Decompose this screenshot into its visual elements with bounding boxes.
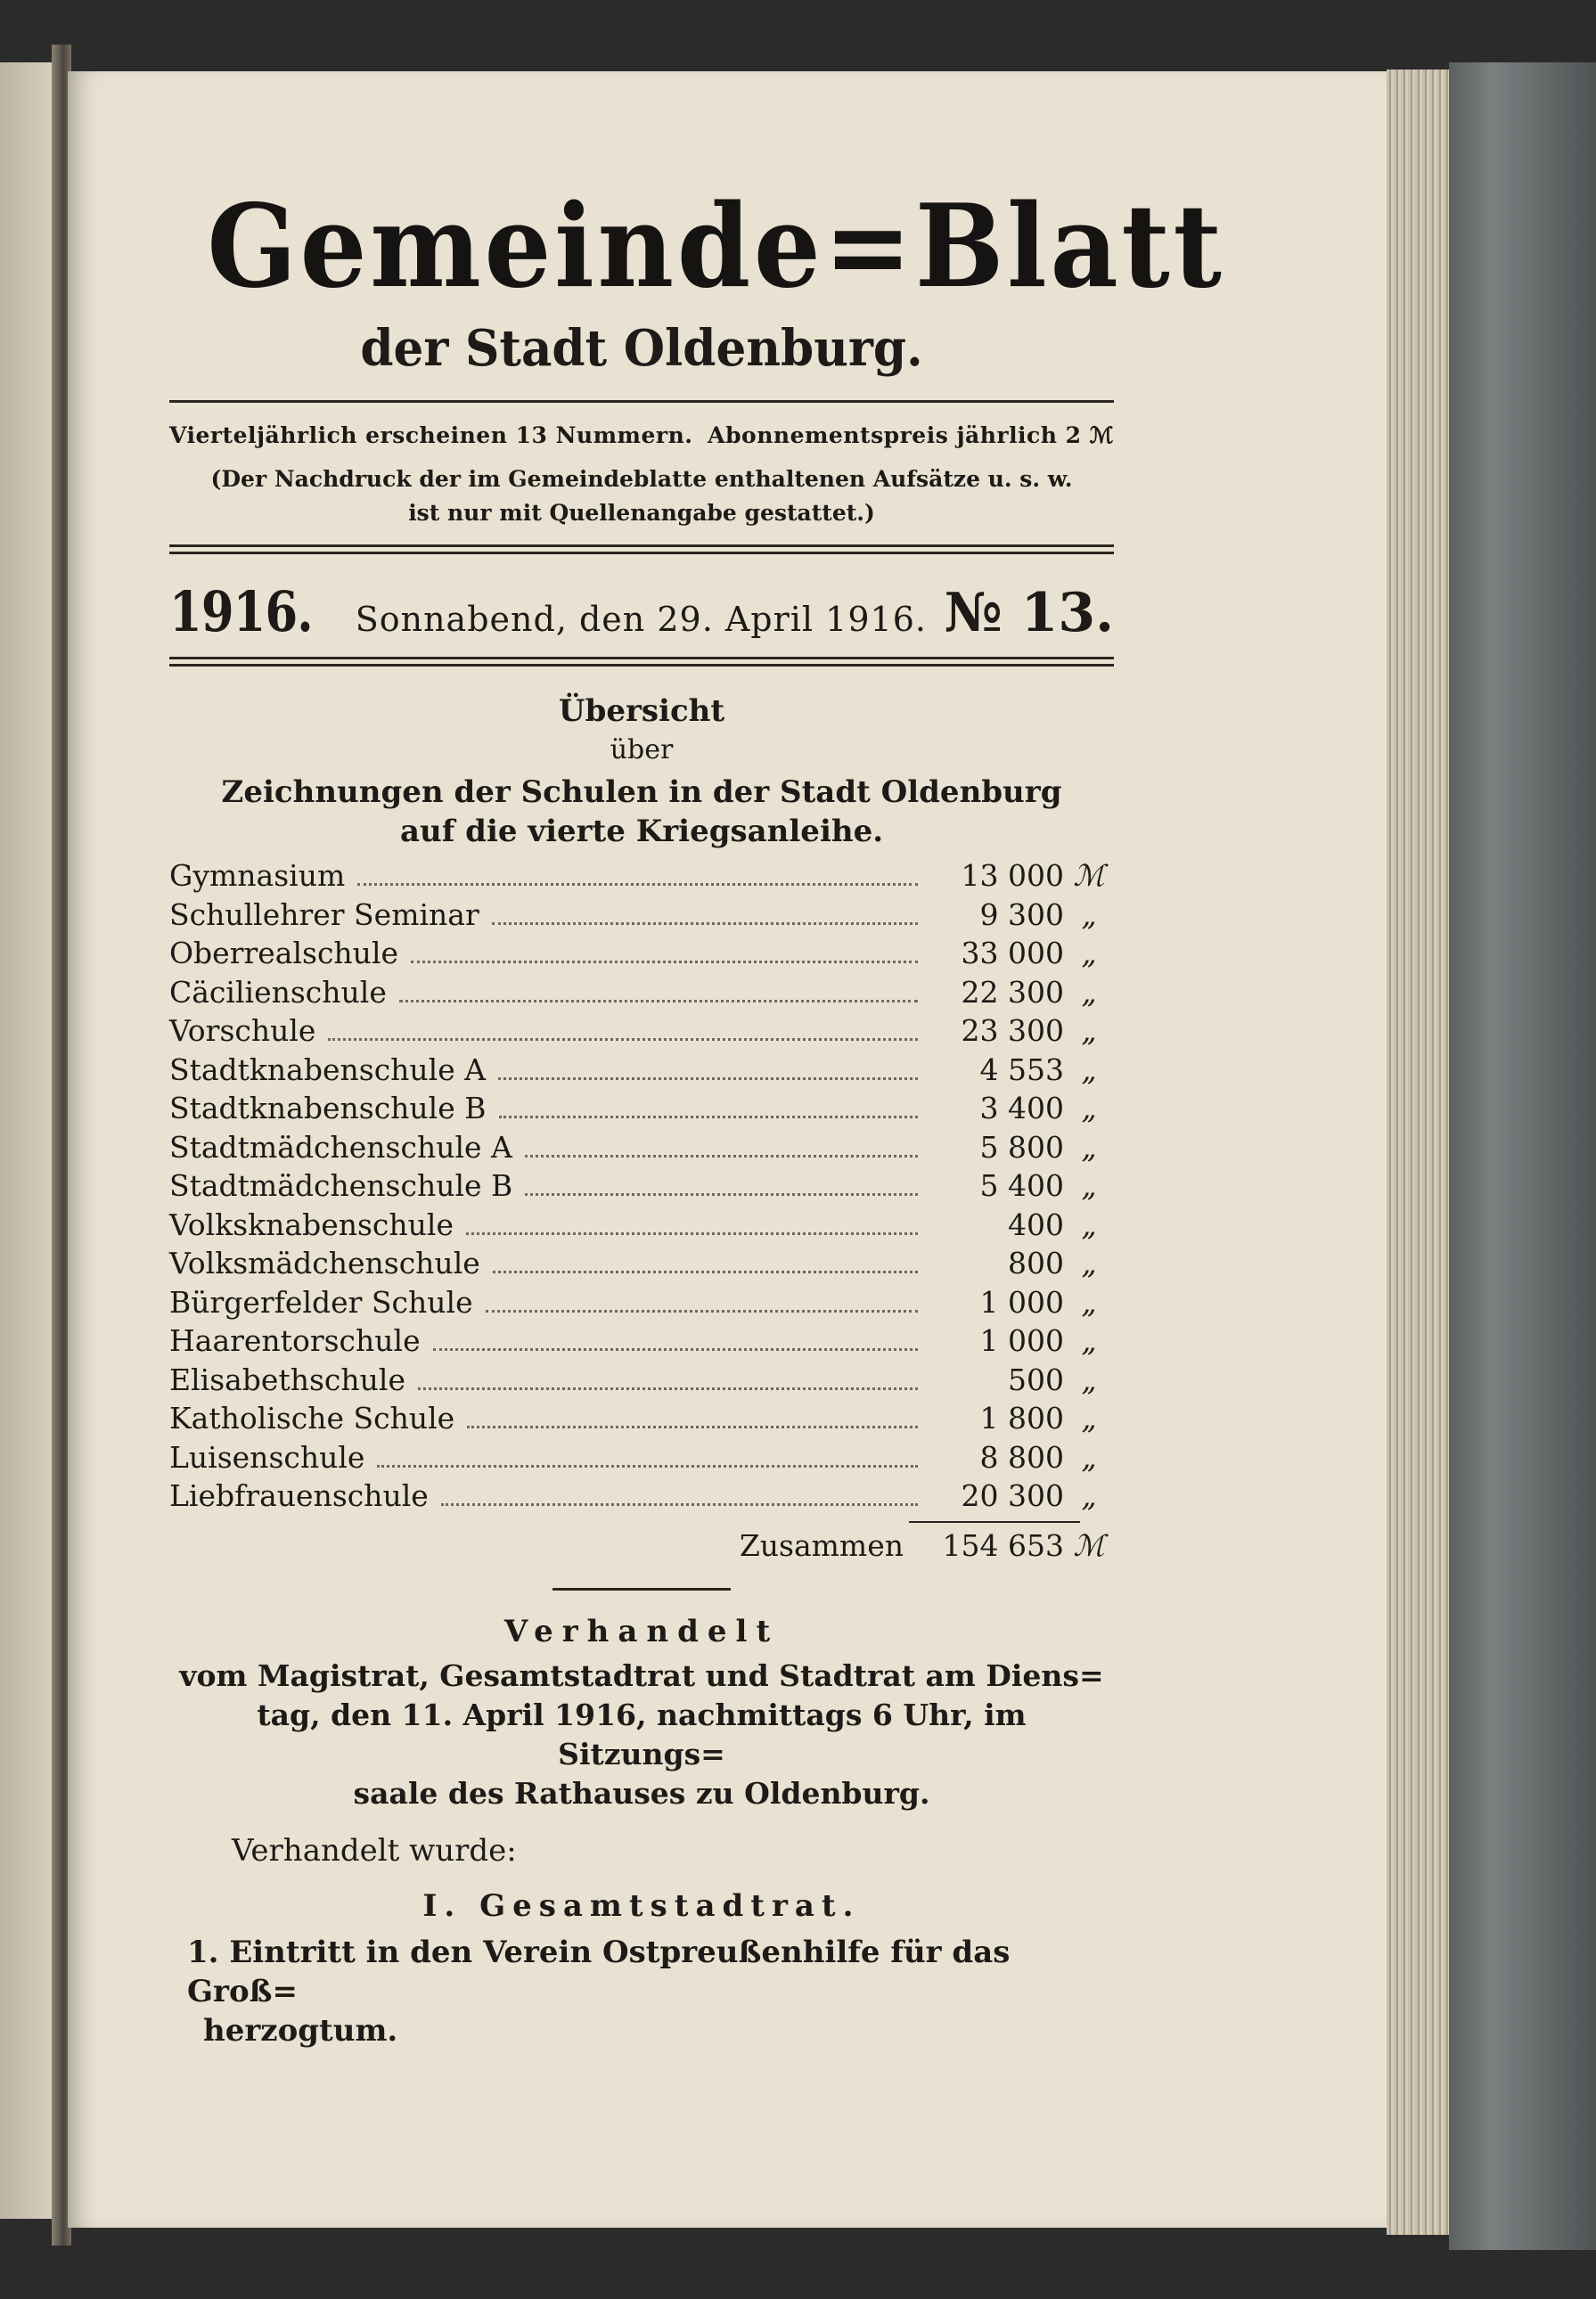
leader-dots xyxy=(411,961,918,963)
school-amount: 1 800 xyxy=(979,1401,1064,1436)
leader-dots xyxy=(418,1387,918,1390)
school-name: Bürgerfelder Schule xyxy=(169,1284,473,1320)
school-amount: 22 300 xyxy=(961,974,1064,1010)
overview-topic-line-2: auf die vierte Kriegsanleihe. xyxy=(399,814,884,849)
overview-heading: Übersicht xyxy=(558,693,725,729)
agenda-item-1 xyxy=(187,1933,1114,2050)
school-amount: 33 000 xyxy=(961,936,1064,970)
school-name: Stadtmädchenschule B xyxy=(169,1168,513,1203)
total-label: Zusammen xyxy=(739,1527,904,1563)
table-row xyxy=(169,1052,1114,1092)
school-name: Gymnasium xyxy=(169,858,346,893)
masthead-title: Gemeinde=Blatt xyxy=(207,180,1225,314)
leader-dots xyxy=(466,1232,918,1235)
subscriptions-table xyxy=(169,858,1114,1518)
currency-unit: „ xyxy=(1081,1051,1097,1087)
reprint-notice xyxy=(169,462,1114,530)
school-amount: 20 300 xyxy=(961,1478,1064,1513)
leader-dots xyxy=(486,1310,918,1313)
leader-dots xyxy=(492,922,918,925)
school-name: Stadtmädchenschule A xyxy=(169,1129,512,1165)
school-name: Cäcilienschule xyxy=(169,974,387,1010)
double-rule xyxy=(169,657,1114,667)
rule xyxy=(169,400,1114,403)
notice-line-2: ist nur mit Quellenangabe gestattet.) xyxy=(408,500,875,526)
school-name: Elisabethschule xyxy=(169,1362,405,1397)
school-amount: 800 xyxy=(1008,1246,1064,1280)
table-row xyxy=(169,1440,1114,1479)
table-row xyxy=(169,897,1114,937)
school-name: Volksknabenschule xyxy=(169,1207,454,1242)
issue-year: 1916. xyxy=(169,579,313,644)
currency-unit: „ xyxy=(1081,1401,1097,1436)
currency-unit: „ xyxy=(1081,1362,1097,1397)
school-amount: 5 800 xyxy=(979,1129,1064,1165)
school-amount: 1 000 xyxy=(979,1284,1064,1320)
page-content xyxy=(169,180,1225,2050)
table-row xyxy=(169,975,1114,1014)
masthead-subtitle: der Stadt Oldenburg. xyxy=(360,319,923,378)
notice-line-1: (Der Nachdruck der im Gemeindeblatte enthaltenen Aufsätze u. s. w. xyxy=(210,466,1073,492)
currency-unit: „ xyxy=(1081,1168,1097,1203)
proceedings-line-2: tag, den 11. April 1916, nachmittags 6 Uhr, im Sitzungs= xyxy=(257,1697,1027,1771)
table-row xyxy=(169,1168,1114,1207)
currency-unit: „ xyxy=(1081,974,1097,1010)
school-amount: 13 000 xyxy=(961,858,1064,893)
school-name: Katholische Schule xyxy=(169,1401,455,1436)
leader-dots xyxy=(433,1348,918,1351)
currency-unit: „ xyxy=(1081,1478,1097,1513)
left-page-edge xyxy=(0,62,59,2219)
leader-dots xyxy=(399,1000,918,1002)
proceedings-line-3: saale des Rathauses zu Oldenburg. xyxy=(353,1775,930,1811)
currency-unit: „ xyxy=(1081,1246,1097,1280)
leader-dots xyxy=(525,1193,918,1196)
currency-unit: „ xyxy=(1081,1323,1097,1358)
currency-unit: „ xyxy=(1081,1091,1097,1125)
leader-dots xyxy=(525,1155,918,1158)
subscription-frequency: Vierteljährlich erscheinen 13 Nummern. xyxy=(169,422,693,448)
currency-unit: „ xyxy=(1081,1013,1097,1048)
proceedings-intro xyxy=(169,1657,1114,1813)
table-row xyxy=(169,1207,1114,1247)
school-amount: 4 553 xyxy=(979,1051,1064,1087)
school-name: Liebfrauenschule xyxy=(169,1478,429,1513)
proceedings-line-1: vom Magistrat, Gesamtstadtrat und Stadtrat am Diens= xyxy=(179,1657,1104,1693)
leader-dots xyxy=(498,1077,918,1080)
double-rule xyxy=(169,544,1114,554)
proceedings-lead: Verhandelt wurde: xyxy=(232,1832,517,1869)
school-name: Vorschule xyxy=(169,1013,316,1048)
table-row xyxy=(169,858,1114,897)
subscription-line xyxy=(169,422,1114,448)
leader-dots xyxy=(499,1116,918,1118)
table-row xyxy=(169,1401,1114,1440)
leader-dots xyxy=(441,1503,918,1506)
agenda-item-1-line-1: 1. Eintritt in den Verein Ostpreußenhilfe für das Groß= xyxy=(187,1934,1011,2009)
currency-unit: „ xyxy=(1081,1439,1097,1475)
table-row xyxy=(169,1285,1114,1324)
school-amount: 500 xyxy=(1008,1362,1064,1397)
currency-unit: „ xyxy=(1081,936,1097,970)
leader-dots xyxy=(357,883,918,886)
school-amount: 3 400 xyxy=(979,1091,1064,1125)
total-amount: 154 653 xyxy=(942,1527,1064,1563)
school-amount: 9 300 xyxy=(979,896,1064,932)
table-row xyxy=(169,1130,1114,1169)
currency-unit: „ xyxy=(1081,1207,1097,1242)
total-rule xyxy=(909,1521,1080,1523)
page-stack-edges xyxy=(1387,70,1449,2235)
leader-dots xyxy=(467,1426,918,1428)
table-row xyxy=(169,1246,1114,1285)
table-row xyxy=(169,1013,1114,1052)
overview-subheading: über xyxy=(610,734,674,765)
dateline xyxy=(169,579,1114,657)
school-name: Schullehrer Seminar xyxy=(169,896,479,932)
table-row xyxy=(169,1362,1114,1402)
issue-number: № 13. xyxy=(944,582,1114,644)
school-name: Luisenschule xyxy=(169,1439,365,1475)
leader-dots xyxy=(493,1271,918,1273)
currency-unit: „ xyxy=(1081,1284,1097,1320)
section-divider xyxy=(552,1588,731,1591)
currency-unit: „ xyxy=(1081,1129,1097,1165)
school-name: Stadtknabenschule B xyxy=(169,1091,487,1125)
table-row xyxy=(169,936,1114,975)
agenda-item-1-line-2: herzogtum. xyxy=(203,2012,398,2049)
school-name: Volksmädchenschule xyxy=(169,1246,480,1280)
section-heading: I. Gesamtstadtrat. xyxy=(422,1887,861,1924)
school-amount: 1 000 xyxy=(979,1323,1064,1358)
overview-topic xyxy=(169,773,1114,851)
school-amount: 400 xyxy=(1008,1207,1064,1242)
book-cover xyxy=(1449,62,1596,2250)
school-name: Oberrealschule xyxy=(169,936,399,970)
issue-date: Sonnabend, den 29. April 1916. xyxy=(355,600,927,639)
school-amount: 8 800 xyxy=(979,1439,1064,1475)
leader-dots xyxy=(328,1038,918,1041)
proceedings-title: Verhandelt xyxy=(503,1613,780,1649)
table-row xyxy=(169,1091,1114,1130)
subscription-price: Abonnementspreis jährlich 2 ℳ xyxy=(708,422,1114,448)
total-unit: ℳ xyxy=(1073,1527,1105,1563)
total-row xyxy=(169,1528,1114,1563)
leader-dots xyxy=(377,1465,918,1468)
table-row xyxy=(169,1323,1114,1362)
school-amount: 23 300 xyxy=(961,1013,1064,1048)
overview-topic-line-1: Zeichnungen der Schulen in der Stadt Oldenburg xyxy=(221,774,1062,810)
school-name: Stadtknabenschule A xyxy=(169,1051,487,1087)
table-row xyxy=(169,1478,1114,1518)
school-amount: 5 400 xyxy=(979,1168,1064,1203)
currency-unit: „ xyxy=(1081,896,1097,932)
currency-unit: ℳ xyxy=(1073,858,1105,893)
school-name: Haarentorschule xyxy=(169,1323,421,1358)
